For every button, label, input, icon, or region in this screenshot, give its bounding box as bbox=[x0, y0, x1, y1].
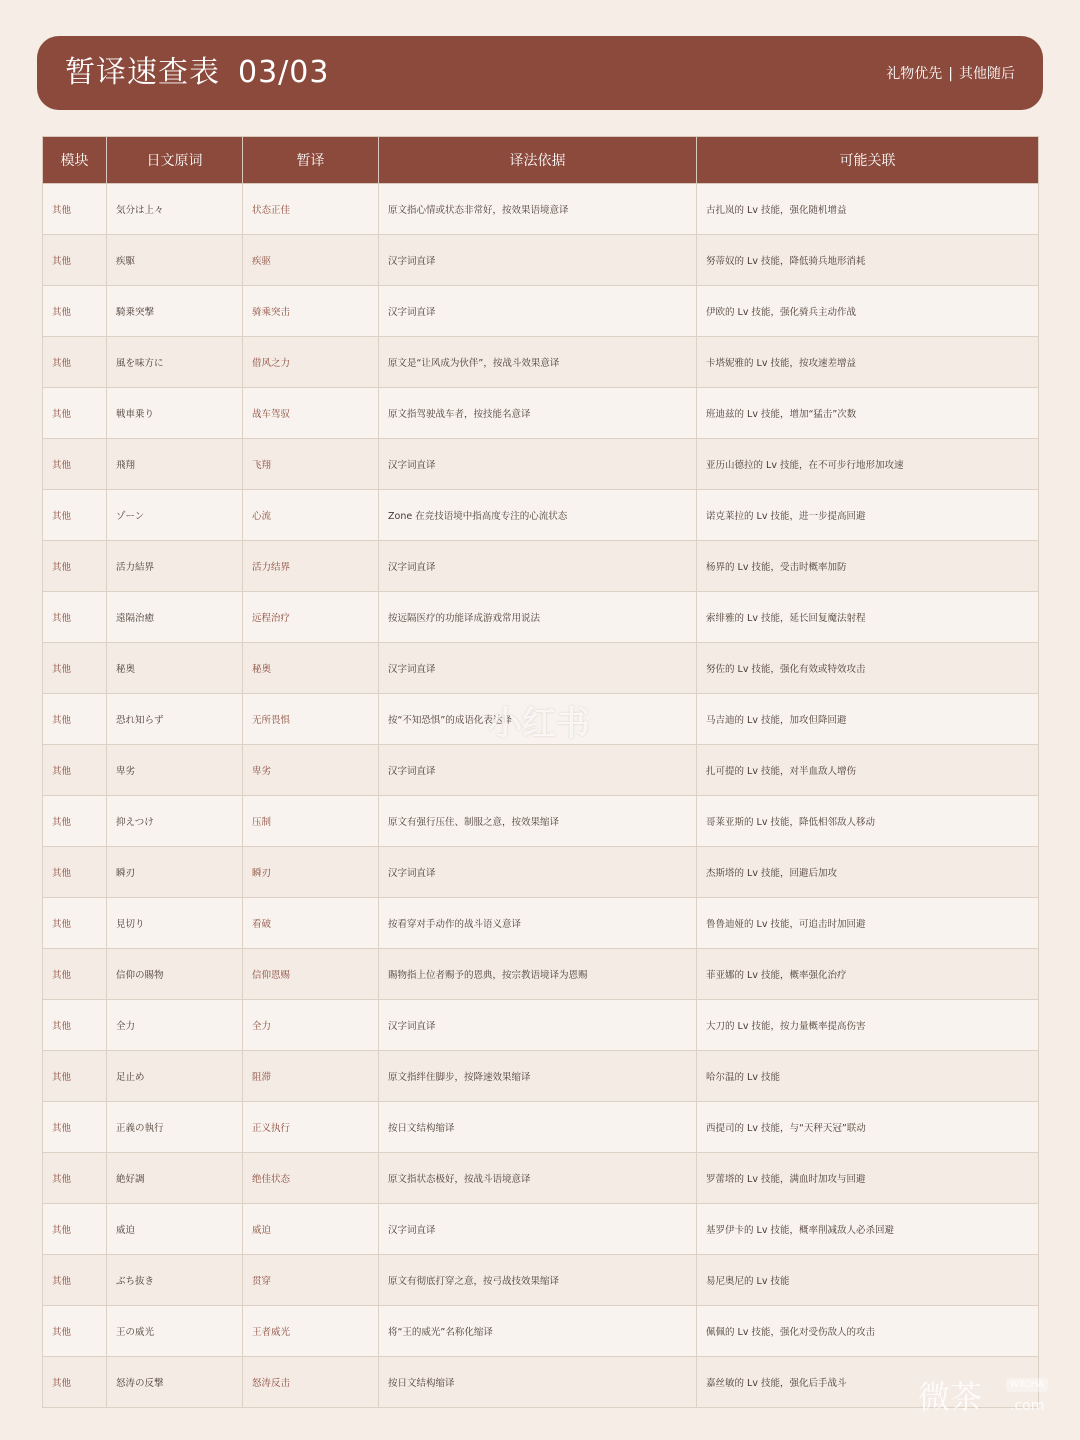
column-header-module: 模块 bbox=[43, 137, 107, 184]
page-title bbox=[65, 53, 329, 93]
table-row bbox=[43, 898, 1039, 949]
cell-translation: 全力 bbox=[243, 1000, 379, 1051]
table-row bbox=[43, 1102, 1039, 1153]
cell-translation: 骑乘突击 bbox=[243, 286, 379, 337]
table-row bbox=[43, 184, 1039, 235]
cell-basis: 汉字词直译 bbox=[379, 745, 697, 796]
cell-basis: 原文指绊住脚步，按降速效果缩译 bbox=[379, 1051, 697, 1102]
cell-basis: 按远隔医疗的功能译成游戏常用说法 bbox=[379, 592, 697, 643]
watermark-badge: WXCHA bbox=[1006, 1378, 1048, 1392]
table-row bbox=[43, 541, 1039, 592]
cell-translation: 远程治疗 bbox=[243, 592, 379, 643]
cell-related: 西提司的 Lv 技能，与“天秤天冠”联动 bbox=[697, 1102, 1039, 1153]
table-row bbox=[43, 745, 1039, 796]
cell-basis: 汉字词直译 bbox=[379, 439, 697, 490]
cell-translation: 秘奥 bbox=[243, 643, 379, 694]
cell-japanese: 威迫 bbox=[107, 1204, 243, 1255]
cell-japanese: 全力 bbox=[107, 1000, 243, 1051]
cell-basis: 汉字词直译 bbox=[379, 643, 697, 694]
table-row bbox=[43, 949, 1039, 1000]
cell-basis: 汉字词直译 bbox=[379, 541, 697, 592]
cell-japanese: ゾーン bbox=[107, 490, 243, 541]
table-row bbox=[43, 847, 1039, 898]
table-row bbox=[43, 643, 1039, 694]
cell-related: 诺克莱拉的 Lv 技能，进一步提高回避 bbox=[697, 490, 1039, 541]
table-body bbox=[43, 184, 1039, 1408]
cell-module: 其他 bbox=[43, 1000, 107, 1051]
corner-watermark: 微茶 bbox=[918, 1378, 983, 1416]
page-indicator: 03/03 bbox=[238, 55, 330, 90]
cell-japanese: ぶち抜き bbox=[107, 1255, 243, 1306]
cell-japanese: 飛翔 bbox=[107, 439, 243, 490]
column-header-related: 可能关联 bbox=[697, 137, 1039, 184]
cell-japanese: 王の威光 bbox=[107, 1306, 243, 1357]
cell-module: 其他 bbox=[43, 949, 107, 1000]
cell-japanese: 正義の執行 bbox=[107, 1102, 243, 1153]
cell-related: 扎可提的 Lv 技能，对半血敌人增伤 bbox=[697, 745, 1039, 796]
cell-basis: 按日文结构缩译 bbox=[379, 1102, 697, 1153]
cell-related: 马吉迪的 Lv 技能，加攻但降回避 bbox=[697, 694, 1039, 745]
cell-japanese: 見切り bbox=[107, 898, 243, 949]
subtitle-right: 其他随后 bbox=[959, 66, 1015, 82]
cell-module: 其他 bbox=[43, 1306, 107, 1357]
cell-basis: 汉字词直译 bbox=[379, 235, 697, 286]
cell-related: 伊欧的 Lv 技能，强化骑兵主动作战 bbox=[697, 286, 1039, 337]
table-row bbox=[43, 439, 1039, 490]
table-row bbox=[43, 286, 1039, 337]
cell-related: 班迪兹的 Lv 技能，增加“猛击”次数 bbox=[697, 388, 1039, 439]
cell-basis: 按看穿对手动作的战斗语义意译 bbox=[379, 898, 697, 949]
cell-basis: 賜物指上位者赐予的恩典，按宗教语境译为恩赐 bbox=[379, 949, 697, 1000]
cell-translation: 无所畏惧 bbox=[243, 694, 379, 745]
cell-basis: 按“不知恐惧”的成语化表达译 bbox=[379, 694, 697, 745]
table-header-row bbox=[43, 137, 1039, 184]
table-row bbox=[43, 1000, 1039, 1051]
cell-related: 菲亚娜的 Lv 技能，概率强化治疗 bbox=[697, 949, 1039, 1000]
table-row bbox=[43, 1255, 1039, 1306]
cell-japanese: 騎乗突撃 bbox=[107, 286, 243, 337]
cell-translation: 卑劣 bbox=[243, 745, 379, 796]
cell-related: 易尼奥尼的 Lv 技能 bbox=[697, 1255, 1039, 1306]
cell-translation: 怒涛反击 bbox=[243, 1357, 379, 1408]
table-row bbox=[43, 694, 1039, 745]
cell-translation: 威迫 bbox=[243, 1204, 379, 1255]
cell-basis: Zone 在竞技语境中指高度专注的心流状态 bbox=[379, 490, 697, 541]
column-header-japanese: 日文原词 bbox=[107, 137, 243, 184]
cell-japanese: 信仰の賜物 bbox=[107, 949, 243, 1000]
header-banner bbox=[37, 36, 1043, 110]
cell-japanese: 戦車乗り bbox=[107, 388, 243, 439]
cell-japanese: 気分は上々 bbox=[107, 184, 243, 235]
column-header-translation: 暂译 bbox=[243, 137, 379, 184]
cell-translation: 飞翔 bbox=[243, 439, 379, 490]
cell-related: 鲁鲁迪娅的 Lv 技能，可追击时加回避 bbox=[697, 898, 1039, 949]
cell-translation: 状态正佳 bbox=[243, 184, 379, 235]
cell-module: 其他 bbox=[43, 184, 107, 235]
subtitle-separator: | bbox=[948, 66, 953, 82]
cell-basis: 原文有彻底打穿之意，按弓战技效果缩译 bbox=[379, 1255, 697, 1306]
table-row bbox=[43, 796, 1039, 847]
cell-translation: 心流 bbox=[243, 490, 379, 541]
cell-basis: 按日文结构缩译 bbox=[379, 1357, 697, 1408]
cell-module: 其他 bbox=[43, 796, 107, 847]
cell-module: 其他 bbox=[43, 898, 107, 949]
cell-module: 其他 bbox=[43, 235, 107, 286]
lookup-table bbox=[42, 136, 1039, 1408]
cell-basis: 汉字词直译 bbox=[379, 1204, 697, 1255]
table-row bbox=[43, 1357, 1039, 1408]
cell-translation: 贯穿 bbox=[243, 1255, 379, 1306]
cell-basis: 汉字词直译 bbox=[379, 1000, 697, 1051]
cell-module: 其他 bbox=[43, 745, 107, 796]
cell-japanese: 活力結界 bbox=[107, 541, 243, 592]
cell-module: 其他 bbox=[43, 1051, 107, 1102]
cell-related: 嘉丝敏的 Lv 技能，强化后手战斗 bbox=[697, 1357, 1039, 1408]
cell-basis: 原文是“让风成为伙伴”，按战斗效果意译 bbox=[379, 337, 697, 388]
cell-module: 其他 bbox=[43, 592, 107, 643]
table-row bbox=[43, 388, 1039, 439]
cell-basis: 原文指状态极好，按战斗语境意译 bbox=[379, 1153, 697, 1204]
cell-japanese: 抑えつけ bbox=[107, 796, 243, 847]
cell-translation: 正义执行 bbox=[243, 1102, 379, 1153]
watermark-domain: .com bbox=[1010, 1398, 1045, 1414]
header-subtitle bbox=[886, 64, 1015, 84]
cell-translation: 压制 bbox=[243, 796, 379, 847]
xiaohongshu-watermark: 小红书 bbox=[488, 704, 590, 744]
cell-japanese: 絶好調 bbox=[107, 1153, 243, 1204]
cell-related: 佩佩的 Lv 技能，强化对受伤敌人的攻击 bbox=[697, 1306, 1039, 1357]
cell-japanese: 卑劣 bbox=[107, 745, 243, 796]
cell-basis: 原文指心情或状态非常好，按效果语境意译 bbox=[379, 184, 697, 235]
cell-basis: 汉字词直译 bbox=[379, 286, 697, 337]
cell-japanese: 遠隔治癒 bbox=[107, 592, 243, 643]
cell-related: 杨界的 Lv 技能，受击时概率加防 bbox=[697, 541, 1039, 592]
cell-related: 杰斯塔的 Lv 技能，回避后加攻 bbox=[697, 847, 1039, 898]
cell-related: 卡塔妮雅的 Lv 技能，按攻速差增益 bbox=[697, 337, 1039, 388]
cell-module: 其他 bbox=[43, 541, 107, 592]
subtitle-left: 礼物优先 bbox=[886, 66, 943, 82]
cell-translation: 疾驱 bbox=[243, 235, 379, 286]
cell-related: 基罗伊卡的 Lv 技能，概率削减敌人必杀回避 bbox=[697, 1204, 1039, 1255]
cell-related: 大刀的 Lv 技能，按力量概率提高伤害 bbox=[697, 1000, 1039, 1051]
cell-translation: 借风之力 bbox=[243, 337, 379, 388]
cell-basis: 原文指驾驶战车者，按技能名意译 bbox=[379, 388, 697, 439]
cell-translation: 王者威光 bbox=[243, 1306, 379, 1357]
cell-japanese: 恐れ知らず bbox=[107, 694, 243, 745]
cell-basis: 原文有强行压住、制服之意，按效果缩译 bbox=[379, 796, 697, 847]
table-row bbox=[43, 592, 1039, 643]
cell-related: 罗蕾塔的 Lv 技能，满血时加攻与回避 bbox=[697, 1153, 1039, 1204]
cell-module: 其他 bbox=[43, 286, 107, 337]
cell-japanese: 風を味方に bbox=[107, 337, 243, 388]
cell-related: 亚历山德拉的 Lv 技能，在不可步行地形加攻速 bbox=[697, 439, 1039, 490]
cell-translation: 阻滞 bbox=[243, 1051, 379, 1102]
table-row bbox=[43, 1153, 1039, 1204]
cell-module: 其他 bbox=[43, 847, 107, 898]
cell-translation: 信仰恩赐 bbox=[243, 949, 379, 1000]
cell-module: 其他 bbox=[43, 1153, 107, 1204]
cell-japanese: 足止め bbox=[107, 1051, 243, 1102]
table-row bbox=[43, 337, 1039, 388]
cell-module: 其他 bbox=[43, 694, 107, 745]
cell-related: 哈尔温的 Lv 技能 bbox=[697, 1051, 1039, 1102]
cell-module: 其他 bbox=[43, 1204, 107, 1255]
table-row bbox=[43, 490, 1039, 541]
cell-translation: 绝佳状态 bbox=[243, 1153, 379, 1204]
title-text: 暂译速查表 bbox=[65, 55, 220, 90]
cell-japanese: 秘奥 bbox=[107, 643, 243, 694]
cell-basis: 汉字词直译 bbox=[379, 847, 697, 898]
cell-module: 其他 bbox=[43, 388, 107, 439]
table-row bbox=[43, 1204, 1039, 1255]
cell-basis: 将“王的威光”名称化缩译 bbox=[379, 1306, 697, 1357]
cell-related: 努蒂奴的 Lv 技能，降低骑兵地形消耗 bbox=[697, 235, 1039, 286]
column-header-basis: 译法依据 bbox=[379, 137, 697, 184]
cell-translation: 活力结界 bbox=[243, 541, 379, 592]
cell-module: 其他 bbox=[43, 1102, 107, 1153]
table-row bbox=[43, 235, 1039, 286]
cell-module: 其他 bbox=[43, 439, 107, 490]
cell-module: 其他 bbox=[43, 1255, 107, 1306]
cell-translation: 瞬刃 bbox=[243, 847, 379, 898]
cell-module: 其他 bbox=[43, 490, 107, 541]
cell-related: 古扎岚的 Lv 技能，强化随机增益 bbox=[697, 184, 1039, 235]
table-row bbox=[43, 1051, 1039, 1102]
cell-module: 其他 bbox=[43, 1357, 107, 1408]
cell-module: 其他 bbox=[43, 643, 107, 694]
cell-module: 其他 bbox=[43, 337, 107, 388]
cell-japanese: 疾駆 bbox=[107, 235, 243, 286]
table-row bbox=[43, 1306, 1039, 1357]
cell-related: 努佐的 Lv 技能，强化有效或特效攻击 bbox=[697, 643, 1039, 694]
cell-japanese: 瞬刃 bbox=[107, 847, 243, 898]
cell-japanese: 怒涛の反撃 bbox=[107, 1357, 243, 1408]
cell-related: 索绯雅的 Lv 技能，延长回复魔法射程 bbox=[697, 592, 1039, 643]
cell-related: 哥莱亚斯的 Lv 技能，降低相邻敌人移动 bbox=[697, 796, 1039, 847]
cell-translation: 看破 bbox=[243, 898, 379, 949]
cell-translation: 战车驾驭 bbox=[243, 388, 379, 439]
